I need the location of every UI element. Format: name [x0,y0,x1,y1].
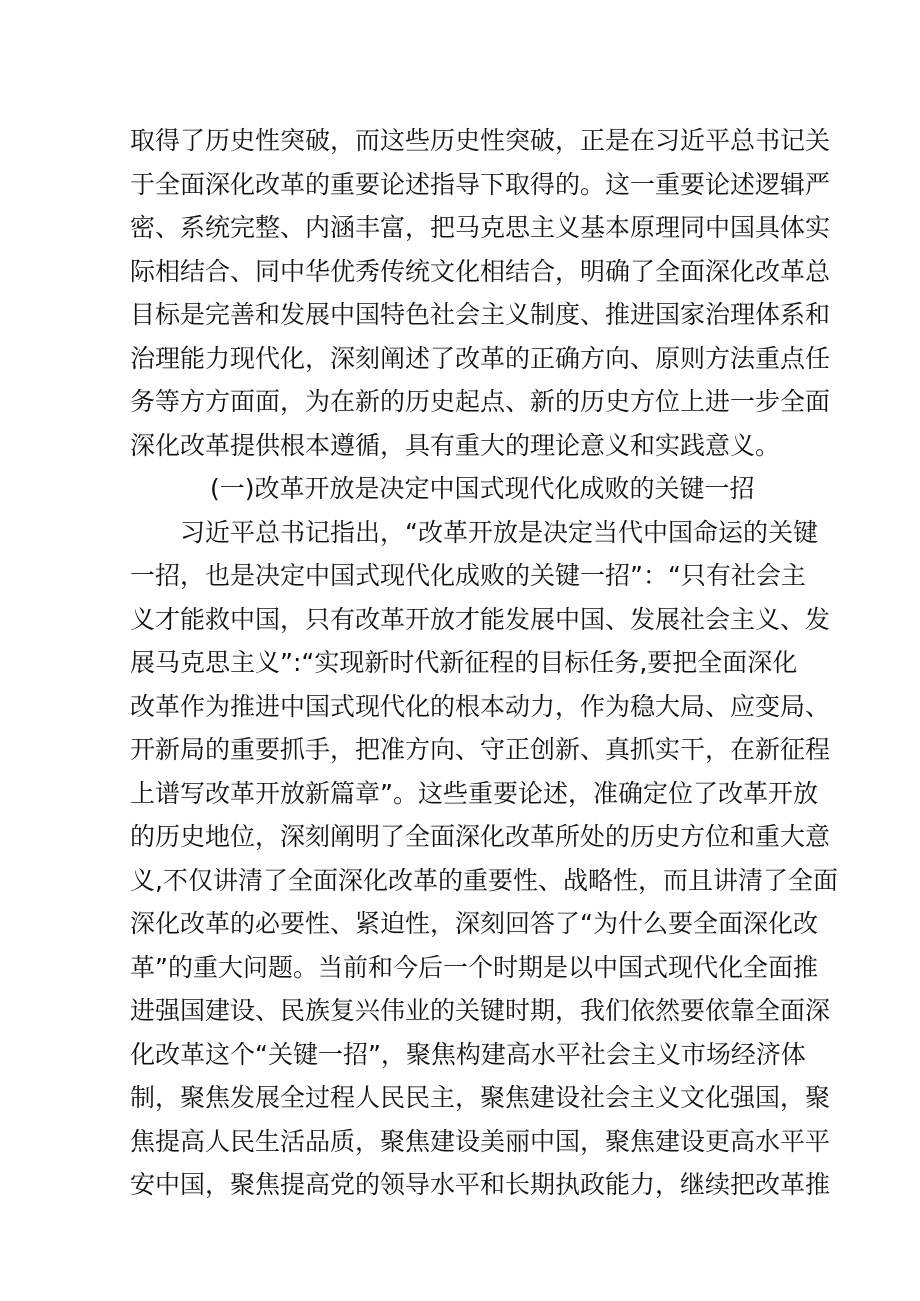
text-line: 焦提高人民生活品质，聚焦建设美丽中国，聚焦建设更高水平平 [130,1126,831,1156]
text-line: 展马克思主义”:“实现新时代新征程的目标任务,要把全面深化 [130,648,798,677]
text-line: 深化改革提供根本遵循，具有重大的理论意义和实践意义。 [130,430,781,460]
text-line: 进强国建设、民族复兴伟业的关键时期，我们依然要依靠全面深 [130,996,831,1025]
text-line: 目标是完善和发展中国特色社会主义制度、推进国家治理体系和 [130,300,831,329]
text-line: 义才能救中国，只有改革开放才能发展中国、发展社会主义、发 [130,604,831,634]
text-line: 上谱写改革开放新篇章”。这些重要论述，准确定位了改革开放 [130,778,818,808]
text-line: 取得了历史性突破，而这些历史性突破，正是在习近平总书记关 [130,126,831,155]
text-line: 革”的重大问题。当前和今后一个时期是以中国式现代化全面推 [130,952,818,982]
text-line: 安中国，聚焦提高党的领导水平和长期执政能力，继续把改革推 [130,1170,831,1199]
paragraph-2 [130,511,838,1207]
text-line: 习近平总书记指出，“改革开放是决定当代中国命运的关键 [180,517,818,547]
text-line: 于全面深化改革的重要论述指导下取得的。这一重要论述逻辑严 [130,169,831,199]
text-line: 制，聚焦发展全过程人民民主，聚焦建设社会主义文化强国，聚 [130,1083,831,1112]
text-line: 密、系统完整、内涵丰富，把马克思主义基本原理同中国具体实 [130,213,831,242]
text-line: 一招，也是决定中国式现代化成败的关键一招”：“只有社会主 [130,561,806,590]
text-line: 深化改革的必要性、紧迫性，深刻回答了“为什么要全面深化改 [130,909,818,938]
text-line: 际相结合、同中华优秀传统文化相结合，明确了全面深化改革总 [130,256,831,286]
text-line: 化改革这个“关键一招”，聚焦构建高水平社会主义市场经济体 [130,1039,806,1069]
text-line: 务等方方面面，为在新的历史起点、新的历史方位上进一步全面 [130,387,831,416]
text-line: 的历史地位，深刻阐明了全面深化改革所处的历史方位和重大意 [130,822,831,851]
text-line: 改革作为推进中国式现代化的根本动力，作为稳大局、应变局、 [130,691,831,721]
paragraph-1 [130,119,831,467]
text-line: 治理能力现代化，深刻阐述了改革的正确方向、原则方法重点任 [130,343,831,373]
section-heading: (一)改革开放是决定中国式现代化成败的关键一招 [210,474,755,503]
body-text [130,119,838,1207]
text-line: 开新局的重要抓手，把准方向、守正创新、真抓实干，在新征程 [130,735,831,764]
text-line: 义,不仅讲清了全面深化改革的重要性、战略性，而且讲清了全面 [130,865,838,895]
